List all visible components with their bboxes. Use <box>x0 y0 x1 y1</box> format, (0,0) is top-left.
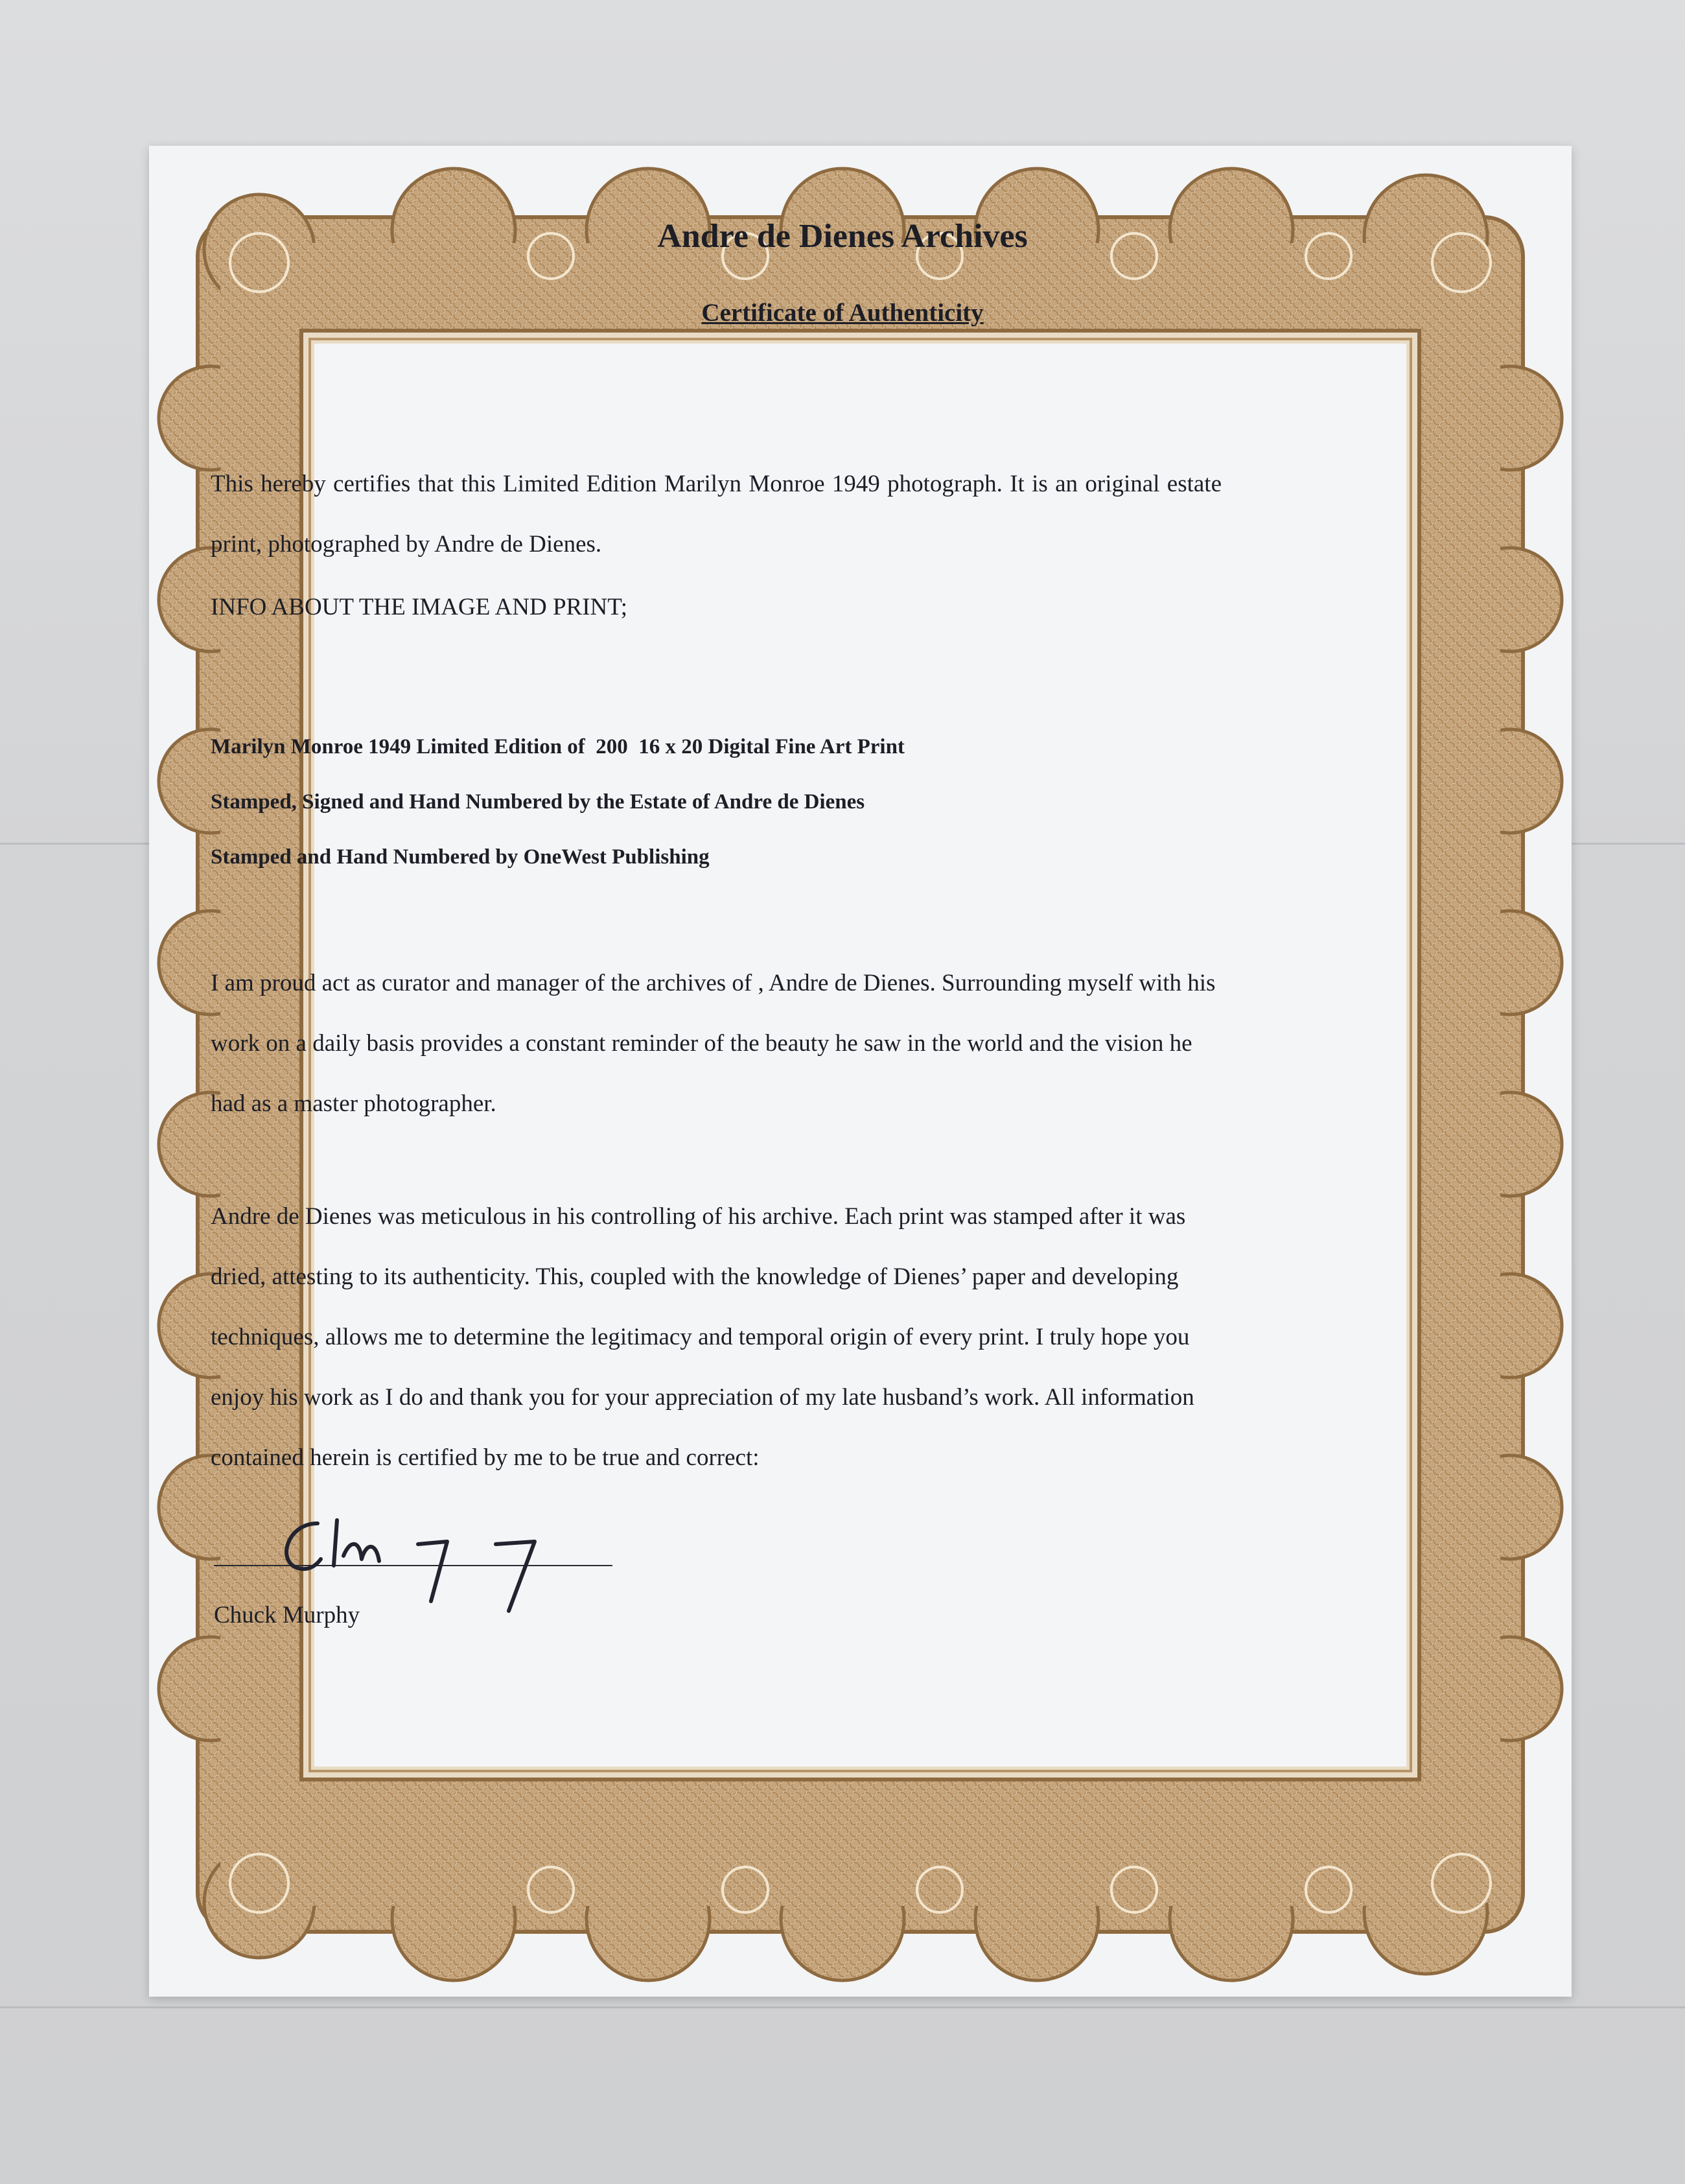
spec-line: Stamped and Hand Numbered by OneWest Publishing <box>211 845 710 869</box>
signer-name: Chuck Murphy <box>214 1602 360 1628</box>
print-specs <box>211 720 905 885</box>
info-heading: INFO ABOUT THE IMAGE AND PRINT; <box>211 594 628 620</box>
certificate-subtitle: Certificate of Authenticity <box>701 299 984 327</box>
floor-plank-seam <box>0 2006 1685 2008</box>
spec-line: Marilyn Monroe 1949 Limited Edition of 200 16 x 20 Digital Fine Art Print <box>211 735 905 758</box>
spec-line: Stamped, Signed and Hand Numbered by the Estate of Andre de Dienes <box>211 790 865 814</box>
curator-paragraph: I am proud act as curator and manager of the archives of , Andre de Dienes. Surrounding myself with his work on a daily basis provides a constant reminder of the beauty he saw in the world and the vision he had as a master photographer. <box>211 970 1216 1117</box>
intro-paragraph: This hereby certifies that this Limited Edition Marilyn Monroe 1949 photograph. It is an original estate print, photographed by Andre de Dienes. <box>211 471 1222 558</box>
certificate-title: Andre de Dienes Archives <box>657 218 1028 255</box>
archive-paragraph: Andre de Dienes was meticulous in his controlling of his archive. Each print was stamped after it was dried, attesting to its authenticity. This, coupled with the knowledge of Dienes’ paper and developing techniques, allows me to determine the legitimacy and temporal origin of every print. I truly hope you enjoy his work as I do and thank you for your appreciation of my late husband’s work. All information contained herein is certified by me to be true and correct: <box>211 1203 1194 1471</box>
